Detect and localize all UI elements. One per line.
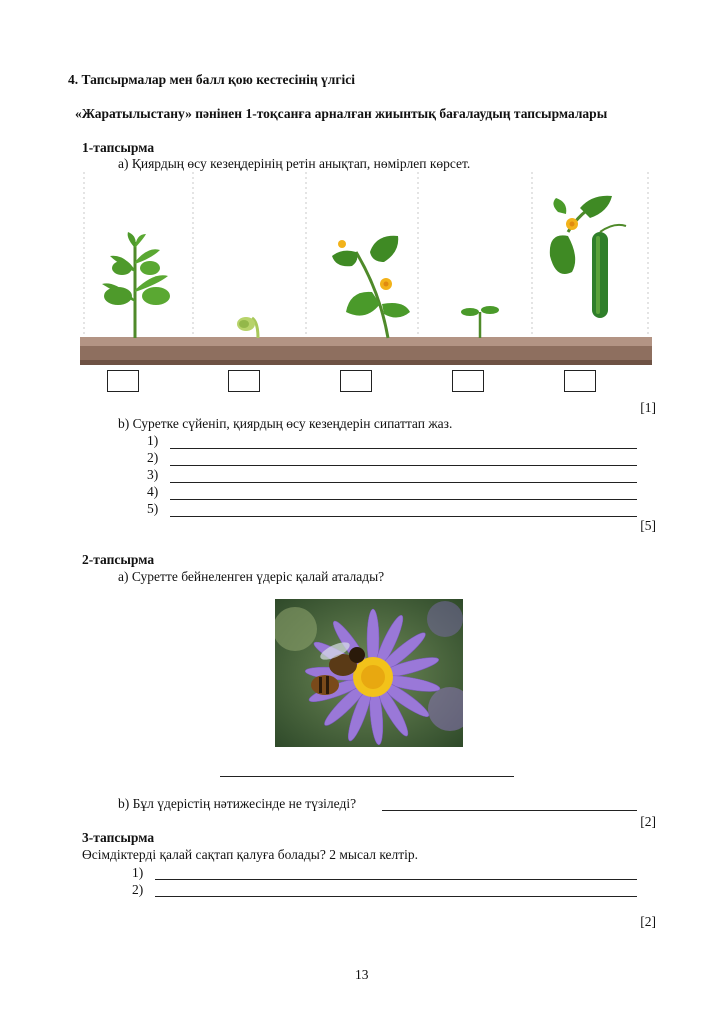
task1-b-text: b) Суретке сүйеніп, қиярдың өсу кезеңдерін сипаттап жаз. [118, 416, 453, 431]
answer-line-1[interactable] [170, 448, 637, 449]
task2-b-text: b) Бұл үдерістің нәтижесінде не түзіледі? [118, 796, 357, 811]
stage-number-box-4[interactable] [452, 370, 484, 392]
answer-number: 2) [132, 882, 144, 897]
answer-number: 5) [147, 501, 159, 516]
answer-line-2[interactable] [170, 465, 637, 466]
answer-line-4[interactable] [170, 499, 637, 500]
stage-number-box-3[interactable] [340, 370, 372, 392]
plant-young-icon [102, 232, 170, 338]
plant-fruiting-icon [550, 196, 626, 318]
answer-number: 4) [147, 484, 159, 499]
seedling-small-icon [461, 306, 499, 338]
task1-title: 1-тапсырма [82, 140, 155, 155]
cucumber-growth-illustration [80, 172, 652, 368]
task1-a-text: а) Қиярдың өсу кезеңдерінің ретін анықтап, нөмірлеп көрсет. [118, 156, 471, 171]
bee-on-flower-photo [275, 599, 463, 747]
subtitle: «Жаратылыстану» пәнінен 1-тоқсанға арналған жиынтық бағалаудың тапсырмалары [75, 106, 608, 121]
answer-number: 3) [147, 467, 159, 482]
task2-score: [2] [640, 814, 656, 829]
task2-b-answer-line[interactable] [382, 810, 637, 811]
task1-b-score: [5] [640, 518, 656, 533]
task2-a-text: а) Суретте бейнеленген үдеріс қалай аталады? [118, 569, 385, 584]
task3-title: 3-тапсырма [82, 830, 155, 845]
answer-number: 2) [147, 450, 159, 465]
plant-flowering-icon [332, 236, 410, 338]
stage-number-box-5[interactable] [564, 370, 596, 392]
task2-a-answer-line[interactable] [220, 776, 514, 777]
task3-answer-line-2[interactable] [155, 896, 637, 897]
answer-line-3[interactable] [170, 482, 637, 483]
task3-score: [2] [640, 914, 656, 929]
page-number: 13 [355, 967, 369, 982]
stage-number-box-1[interactable] [107, 370, 139, 392]
answer-number: 1) [132, 865, 144, 880]
seedling-sprout-icon [237, 317, 258, 338]
section-title: 4. Тапсырмалар мен балл қою кестесінің үлгісі [68, 72, 355, 87]
task1-a-score: [1] [640, 400, 656, 415]
task2-title: 2-тапсырма [82, 552, 155, 567]
task3-answer-line-1[interactable] [155, 879, 637, 880]
answer-number: 1) [147, 433, 159, 448]
answer-line-5[interactable] [170, 516, 637, 517]
task3-question: Өсімдіктерді қалай сақтап қалуға болады? 2 мысал келтір. [82, 847, 419, 862]
stage-number-box-2[interactable] [228, 370, 260, 392]
